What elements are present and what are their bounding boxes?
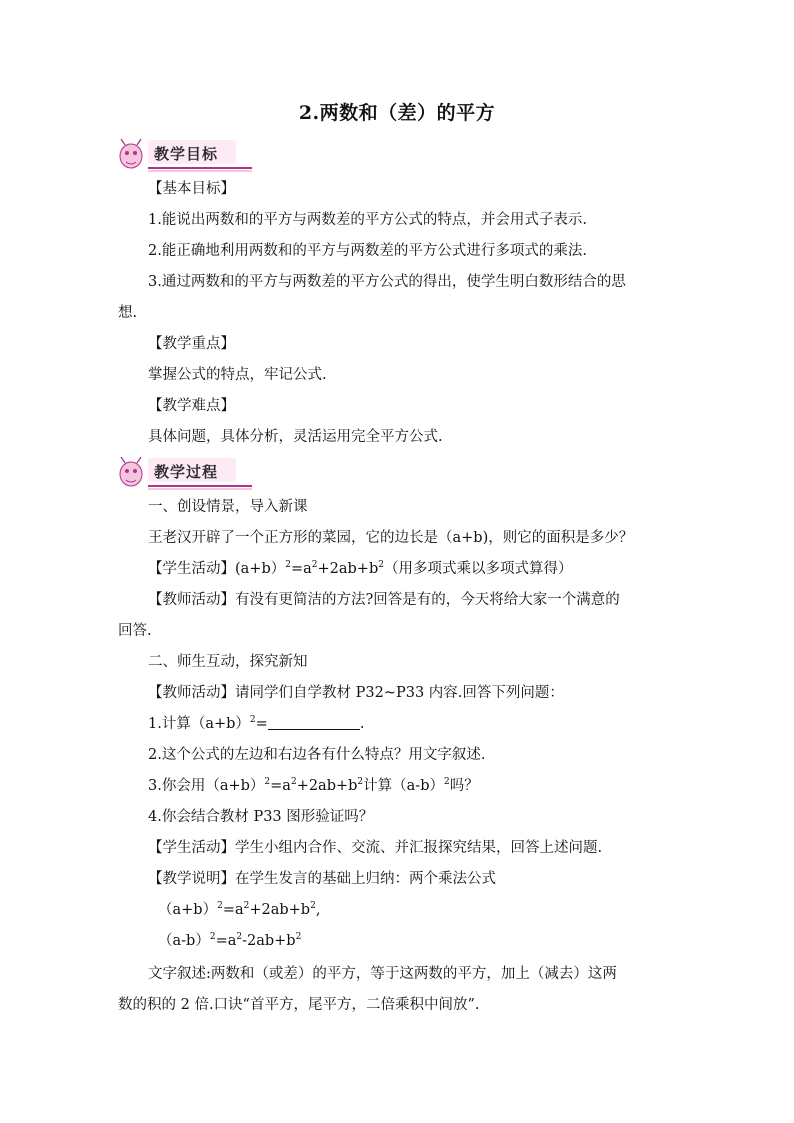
teaching-explanation: 【教学说明】在学生发言的基础上归纳：两个乘法公式 — [148, 871, 496, 887]
section-header-objectives — [116, 138, 256, 172]
student-activity-1: 【学生活动】$(a+b)^2=a^2+2ab+b^2$（用多项式乘以多项式算得） — [148, 560, 573, 577]
part1-heading: 一、创设情景，导入新课 — [148, 499, 308, 515]
section-title-objectives: 教学目标 — [154, 145, 219, 163]
section-header-process — [116, 456, 256, 490]
teacher-activity-1a: 【教师活动】有没有更简洁的方法?回答是有的，今天将给大家一个满意的 — [148, 592, 620, 608]
basic-goal-3b: 想. — [118, 305, 138, 321]
verbal-description-b: 数的积的 2 倍.口诀“首平方，尾平方，二倍乘积中间放”. — [118, 997, 480, 1013]
basic-goal-3a: 3.通过两数和的平方与两数差的平方公式的得出，使学生明白数形结合的思 — [148, 274, 626, 290]
section-title-process: 教学过程 — [154, 463, 219, 481]
basic-goal-2: 2.能正确地利用两数和的平方与两数差的平方公式进行多项式的乘法. — [148, 243, 587, 259]
page-title: 2.两数和（差）的平方 — [298, 102, 496, 124]
formula-sum-square: $(a+b)^2=a^2+2ab+b^2$, — [158, 901, 321, 918]
basic-goal-1: 1.能说出两数和的平方与两数差的平方公式的特点，并会用式子表示. — [148, 212, 587, 228]
question-4: 4.你会结合教材 P33 图形验证吗？ — [148, 809, 374, 825]
key-point-text: 掌握公式的特点，牢记公式. — [148, 367, 327, 383]
difficulty-text: 具体问题，具体分析，灵活运用完全平方公式. — [148, 429, 443, 445]
basic-goal-heading: 【基本目标】 — [148, 181, 235, 197]
formula-diff-square: $(a-b)^2=a^2-2ab+b^2$ — [158, 932, 302, 949]
teacher-activity-1b: 回答. — [118, 623, 152, 639]
teacher-activity-2: 【教师活动】请同学们自学教材 P32~P33 内容.回答下列问题： — [148, 685, 564, 701]
question-1: 1.计算$(a+b)^2=$ . — [148, 715, 365, 732]
question-2: 2.这个公式的左边和右边各有什么特点？用文字叙述. — [148, 747, 486, 763]
part2-heading: 二、师生互动，探究新知 — [148, 654, 308, 670]
question-3: 3.你会用$(a+b)^2=a^2+2ab+b^2$计算$(a-b)^2$吗？ — [148, 777, 479, 794]
intro-question: 王老汉开辟了一个正方形的菜园，它的边长是（a+b)，则它的面积是多少？ — [148, 530, 634, 546]
answer-blank — [268, 715, 360, 730]
difficulty-heading: 【教学难点】 — [148, 398, 235, 414]
student-activity-2: 【学生活动】学生小组内合作、交流、并汇报探究结果，回答上述问题. — [148, 840, 603, 856]
key-point-heading: 【教学重点】 — [148, 336, 235, 352]
verbal-description-a: 文字叙述:两数和（或差）的平方，等于这两数的平方，加上（减去）这两 — [148, 966, 617, 982]
